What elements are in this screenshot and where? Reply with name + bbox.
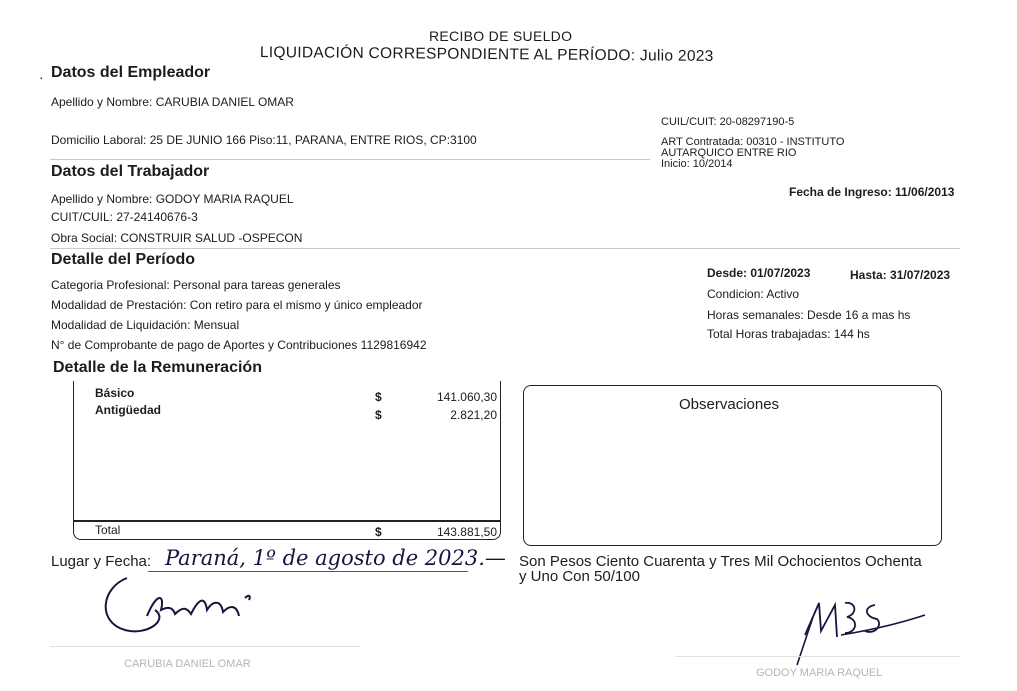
section-empleador: Datos del Empleador	[51, 64, 211, 81]
firma-empleador: CARUBIA DANIEL OMAR	[124, 658, 251, 670]
signature-employee-icon	[785, 595, 930, 670]
divider	[50, 248, 960, 249]
item-concepto: Antigüedad	[95, 403, 161, 417]
trabajador-obra-social: Obra Social: CONSTRUIR SALUD -OSPECON	[51, 231, 303, 245]
empleador-art-inicio: Inicio: 10/2014	[661, 158, 733, 170]
item-currency: $	[375, 390, 382, 404]
periodo-condicion: Condicion: Activo	[707, 287, 800, 301]
empleador-art-line1: ART Contratada: 00310 - INSTITUTO	[661, 136, 845, 148]
signature-employer-icon	[95, 570, 285, 650]
total-currency: $	[375, 525, 382, 539]
periodo-modalidad-prestacion: Modalidad de Prestación: Con retiro para el mismo y único empleador	[51, 298, 423, 312]
periodo-total-horas: Total Horas trabajadas: 144 hs	[707, 327, 870, 341]
empleador-nombre: Apellido y Nombre: CARUBIA DANIEL OMAR	[51, 95, 294, 109]
item-concepto: Básico	[95, 386, 135, 400]
firma-trabajador: GODOY MARIA RAQUEL	[756, 667, 883, 679]
trabajador-fecha-ingreso: Fecha de Ingreso: 11/06/2013	[789, 185, 955, 199]
observaciones-label: Observaciones	[679, 396, 780, 413]
total-label: Total	[95, 523, 121, 537]
lugar-fecha-handwritten: Paraná, 1º de agosto de 2023.—	[165, 546, 506, 570]
receipt-title: RECIBO DE SUELDO	[429, 28, 573, 44]
bullet-dot: ·	[39, 69, 44, 85]
empleador-domicilio: Domicilio Laboral: 25 DE JUNIO 166 Piso:11, PARANA, ENTRE RIOS, CP:3100	[51, 133, 477, 147]
signature-line	[675, 656, 960, 657]
trabajador-cuil: CUIT/CUIL: 27-24140676-3	[51, 210, 198, 224]
son-pesos-line1: Son Pesos Ciento Cuarenta y Tres Mil Ochocientos Ochenta	[519, 553, 922, 570]
item-importe: 141.060,30	[436, 390, 497, 404]
periodo-desde: Desde: 01/07/2023	[707, 266, 811, 280]
receipt-period-subtitle: LIQUIDACIÓN CORRESPONDIENTE AL PERÍODO: Julio 2023	[259, 44, 714, 65]
section-remuneracion: Detalle de la Remuneración	[53, 359, 262, 376]
trabajador-nombre: Apellido y Nombre: GODOY MARIA RAQUEL	[51, 192, 294, 206]
section-periodo: Detalle del Período	[51, 251, 196, 268]
section-trabajador: Datos del Trabajador	[51, 163, 210, 180]
total-separator	[73, 520, 500, 522]
empleador-art-line2: AUTARQUICO ENTRE RIO	[661, 147, 797, 159]
periodo-categoria: Categoria Profesional: Personal para tareas generales	[51, 278, 341, 292]
divider	[50, 159, 650, 160]
item-currency: $	[375, 408, 382, 422]
total-importe: 143.881,50	[436, 525, 497, 539]
lugar-fecha-label: Lugar y Fecha:	[51, 553, 152, 570]
periodo-comprobante: N° de Comprobante de pago de Aportes y Contribuciones 1129816942	[51, 338, 427, 352]
signature-line	[50, 646, 360, 647]
periodo-hasta: Hasta: 31/07/2023	[850, 268, 951, 282]
empleador-cuit: CUIL/CUIT: 20-08297190-5	[661, 116, 795, 128]
item-importe: 2.821,20	[450, 408, 497, 422]
periodo-modalidad-liquidacion: Modalidad de Liquidación: Mensual	[51, 318, 240, 332]
son-pesos-line2: y Uno Con 50/100	[519, 568, 640, 585]
periodo-horas-semanales: Horas semanales: Desde 16 a mas hs	[707, 308, 911, 322]
